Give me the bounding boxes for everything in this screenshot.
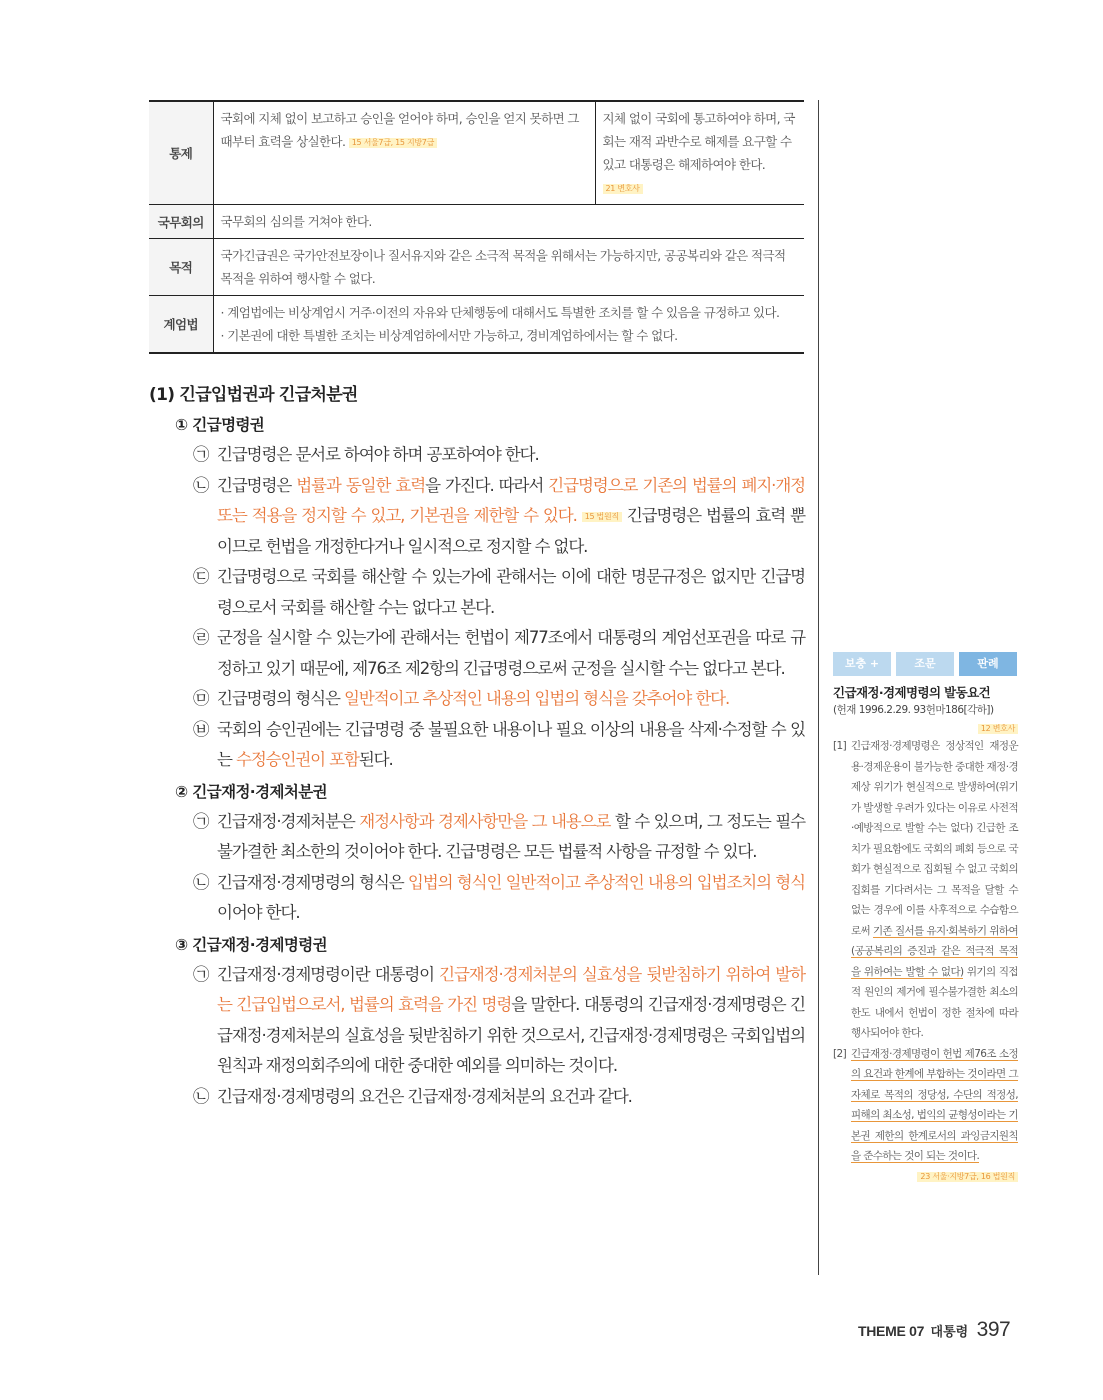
comparison-table: [149, 100, 804, 354]
item-marker: ㉤: [193, 689, 209, 708]
list-item: [149, 623, 805, 684]
page-footer: [858, 1318, 1010, 1342]
item-text: 긴급재정·경제명령의 요건은 긴급재정·경제처분의 요건과 같다.: [217, 1086, 632, 1106]
control-left-cell: [213, 101, 595, 205]
council-text: 국무회의 심의를 거쳐야 한다.: [213, 205, 804, 239]
list-item: [149, 960, 805, 1082]
list-item: [149, 715, 805, 776]
subsection-title-1: ① 긴급명령권: [175, 416, 265, 434]
tab-precedent: 판례: [959, 652, 1017, 676]
paragraph-number: [2]: [833, 1047, 847, 1060]
subsection-title-3: ③ 긴급재정·경제명령권: [175, 935, 327, 954]
case-title: 긴급재정·경제명령의 발동요건: [833, 685, 991, 700]
tab-supplement: 보충 +: [833, 652, 891, 676]
control-left-text: 국회에 지체 없이 보고하고 승인을 얻어야 하며, 승인을 얻지 못하면 그때부터 효력을 상실한다.: [220, 111, 579, 149]
control-right-text: 지체 없이 국회에 통고하여야 하며, 국회는 재적 과반수로 해제를 요구할 수 있고 대통령은 해제하여야 한다.: [602, 111, 795, 172]
item-marker: ㉠: [193, 445, 209, 464]
citation-tag: 12 변호사: [978, 724, 1018, 734]
citation-tag-row: [833, 720, 1018, 736]
item-text: 을 말한다. 대통령의 긴급재정·경제명령은 긴급재정·경제처분의 실효성을 뒷받침하기 위한 것으로서, 긴급재정·경제명령은 국회입법의 원칙과 재정의회주의에 대한 중대한 예외를 의미하는 것이다.: [217, 995, 805, 1075]
paragraph-tag-row: [833, 1169, 1018, 1185]
item-text: 긴급명령은 문서로 하여야 하며 공포하여야 한다.: [217, 445, 539, 464]
highlight-text: 긴급재정·경제처분의 실효성을 뒷받침하기 위하여 발하는 긴급입법으로서, 법률의 효력을 가진 명령: [217, 964, 805, 1014]
item-text: 긴급명령의 형식은: [217, 689, 345, 708]
row-label-purpose: 목적: [149, 239, 213, 296]
case-citation: (헌재 1996.2.29. 93헌마186[각하]): [833, 704, 994, 716]
table-row-control: [149, 101, 804, 205]
row-label-control: 통제: [149, 101, 213, 205]
item-text: 이어야 한다.: [217, 903, 300, 922]
subsection-title-2: ② 긴급재정·경제처분권: [175, 782, 327, 801]
highlight-text: 법률과 동일한 효력: [296, 475, 426, 495]
tab-article: 조문: [896, 652, 954, 676]
list-item: [149, 1082, 805, 1113]
paragraph-tag: 23 서울·지방7급, 16 법원직: [917, 1172, 1018, 1182]
paragraph-number: [1]: [833, 740, 847, 752]
item-text: 긴급재정·경제처분은: [217, 811, 360, 831]
paragraph-text: 위기의 직접적 원인의 제거에 필수불가결한 최소의 한도 내에서 헌법이 정한 절차에 따라 행사되어야 한다.: [851, 965, 1018, 1039]
table-row-martial: [149, 296, 804, 354]
row-label-martial: 계엄법: [149, 296, 213, 354]
martial-text-2: · 기본권에 대한 특별한 조치는 비상계엄하에서만 가능하고, 경비계엄하에서는 할 수 없다.: [220, 328, 678, 343]
highlight-text: 수정승인권이 포함: [235, 750, 359, 769]
item-marker: ㉥: [193, 719, 209, 739]
item-text: 긴급명령으로 국회를 해산할 수 있는가에 관해서는 이에 대한 명문규정은 없지만 긴급명령으로서 국회를 해산할 수는 없다고 본다.: [217, 567, 805, 617]
list-item: [149, 807, 805, 868]
item-marker: ㉡: [193, 475, 209, 495]
case-paragraph-2: [833, 1044, 1018, 1167]
highlight-text: 재정사항과 경제사항만을 그 내용으로: [359, 811, 611, 831]
item-text: 된다.: [358, 750, 393, 769]
list-item: [149, 440, 805, 471]
underlined-text: 긴급재정·경제명령이 헌법 제76조 소정의 요건과 한계에 부합하는 것이라면 그 자체로 목적의 정당성, 수단의 적정성, 피해의 최소성, 법익의 균형성이라는 기본권 제한의 한계로서의 과잉금지원칙을 준수하는 것이 되는 것이다.: [851, 1047, 1018, 1162]
item-text: 긴급재정·경제명령의 형식은: [217, 872, 408, 892]
martial-cell: [213, 296, 804, 354]
item-text: 긴급재정·경제명령이란 대통령이: [217, 964, 440, 984]
highlight-text: 긴급명령으로 기존의 법률의 폐지·개정 또는 적용을 정지할 수 있고, 기본권을 제한할 수 있다.: [217, 475, 805, 525]
sidebar-divider: [818, 100, 819, 1275]
list-item: [149, 868, 805, 929]
table-row-council: [149, 205, 804, 239]
main-content: [149, 380, 805, 1112]
item-text: 을 가진다. 따라서: [425, 475, 549, 495]
item-marker: ㉠: [193, 811, 209, 831]
section-title: (1) 긴급입법권과 긴급처분권: [149, 385, 358, 405]
table-row-purpose: [149, 239, 804, 296]
control-right-cell: [595, 101, 804, 205]
control-left-tag: 15 서울7급, 15 지방7급: [349, 138, 437, 148]
item-text: 국회의 승인권에는 긴급명령 중 불필요한 내용이나 필요 이상의 내용을 삭제·수정할 수 있는: [217, 719, 805, 769]
purpose-text: 국가긴급권은 국가안전보장이나 질서유지와 같은 소극적 목적을 위해서는 가능하지만, 공공복리와 같은 적극적 목적을 위하여 행사할 수 없다.: [213, 239, 804, 296]
paragraph-text: 긴급재정·경제명령은 정상적인 재정운용·경제운용이 불가능한 중대한 재정·경제상 위기가 현실적으로 발생하여(위기가 발생할 우려가 있다는 이유로 사전적·예방적으로 발할 수는 없다) 긴급한 조치가 필요함에도 국회의 폐회 등으로 국회가 현실적으로 집회될 수 없고 국회의 집회를 기다려서는 그 목적을 달할 수 없는 경우에 이를 사후적으로 수습함으로써: [851, 740, 1018, 937]
sidebar-case-box: [833, 652, 1018, 1185]
item-marker: ㉢: [193, 567, 209, 586]
highlight-text: 일반적이고 추상적인 내용의 입법의 형식을 갖추어야 한다.: [344, 689, 730, 708]
page-number: 397: [976, 1318, 1011, 1341]
item-marker: ㉠: [193, 964, 209, 984]
highlight-text: 입법의 형식인 일반적이고 추상적인 내용의 입법조치의 형식: [407, 872, 805, 892]
list-item: [149, 562, 805, 623]
item-text: 군정을 실시할 수 있는가에 관해서는 헌법이 제77조에서 대통령의 계엄선포권을 따로 규정하고 있기 때문에, 제76조 제2항의 긴급명령으로써 군정을 실시할 수는 없다고 본다.: [217, 628, 805, 678]
footer-theme: THEME 07: [858, 1323, 925, 1339]
exam-tag: 15 법원직: [582, 512, 622, 522]
underlined-text: 기존 질서를 유지·회복하기 위하여(공공복리의 증진과 같은 적극적 목적을 위하여는 발할 수 없다): [851, 924, 1018, 978]
item-marker: ㉡: [193, 1086, 209, 1106]
control-right-tag: 21 변호사: [603, 184, 643, 194]
list-item: [149, 684, 805, 715]
footer-subject: 대통령: [930, 1324, 969, 1339]
sidebar-tabs: [833, 652, 1018, 676]
item-marker: ㉣: [193, 628, 209, 647]
item-marker: ㉡: [193, 872, 209, 892]
list-item: [149, 471, 805, 563]
item-text: 긴급명령은 법률의 효력 뿐이므로 헌법을 개정한다거나 일시적으로 정지할 수 없다.: [217, 506, 805, 556]
item-text: 할 수 있으며, 그 정도는 필수불가결한 최소한의 것이어야 한다. 긴급명령은 모든 법률적 사항을 규정할 수 있다.: [217, 811, 805, 861]
row-label-council: 국무회의: [149, 205, 213, 239]
item-text: 긴급명령은: [217, 475, 297, 495]
case-paragraph-1: [833, 736, 1018, 1044]
martial-text-1: · 계엄법에는 비상계엄시 거주·이전의 자유와 단체행동에 대해서도 특별한 조치를 할 수 있음을 규정하고 있다.: [220, 305, 780, 320]
